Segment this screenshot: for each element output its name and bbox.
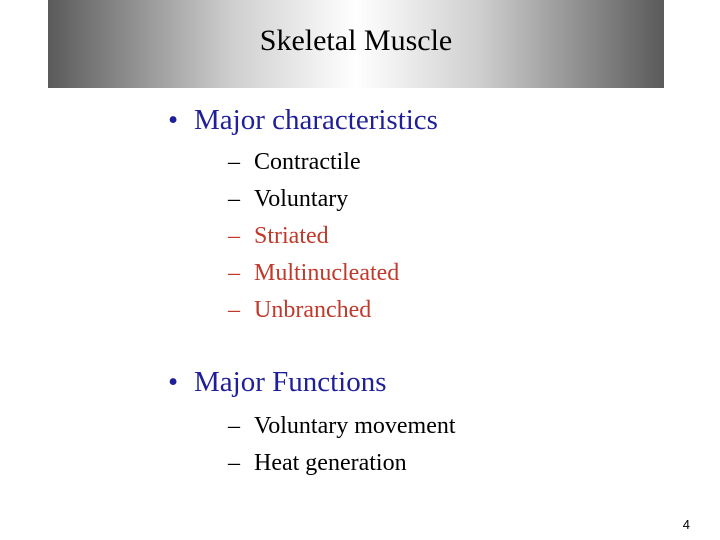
- bullet-dot-icon: •: [168, 366, 179, 398]
- list-item: – Voluntary: [228, 186, 349, 212]
- list-item: – Striated: [228, 223, 329, 249]
- list-item: – Voluntary movement: [228, 413, 456, 439]
- sublist-characteristics: [228, 144, 399, 329]
- bullet-label: Major Functions: [194, 366, 387, 398]
- bullet-major-characteristics: [168, 104, 438, 137]
- list-item: – Unbranched: [228, 297, 372, 323]
- list-item: – Multinucleated: [228, 260, 400, 286]
- page-number: 4: [682, 517, 690, 532]
- bullet-major-functions: [168, 366, 387, 399]
- list-item: – Heat generation: [228, 450, 407, 476]
- slide-title: Skeletal Muscle: [259, 24, 453, 57]
- list-item: – Contractile: [228, 149, 361, 175]
- bullet-dot-icon: •: [168, 104, 179, 136]
- title-bar: [48, 0, 664, 88]
- bullet-label: Major characteristics: [194, 104, 438, 136]
- sublist-functions: [228, 408, 456, 482]
